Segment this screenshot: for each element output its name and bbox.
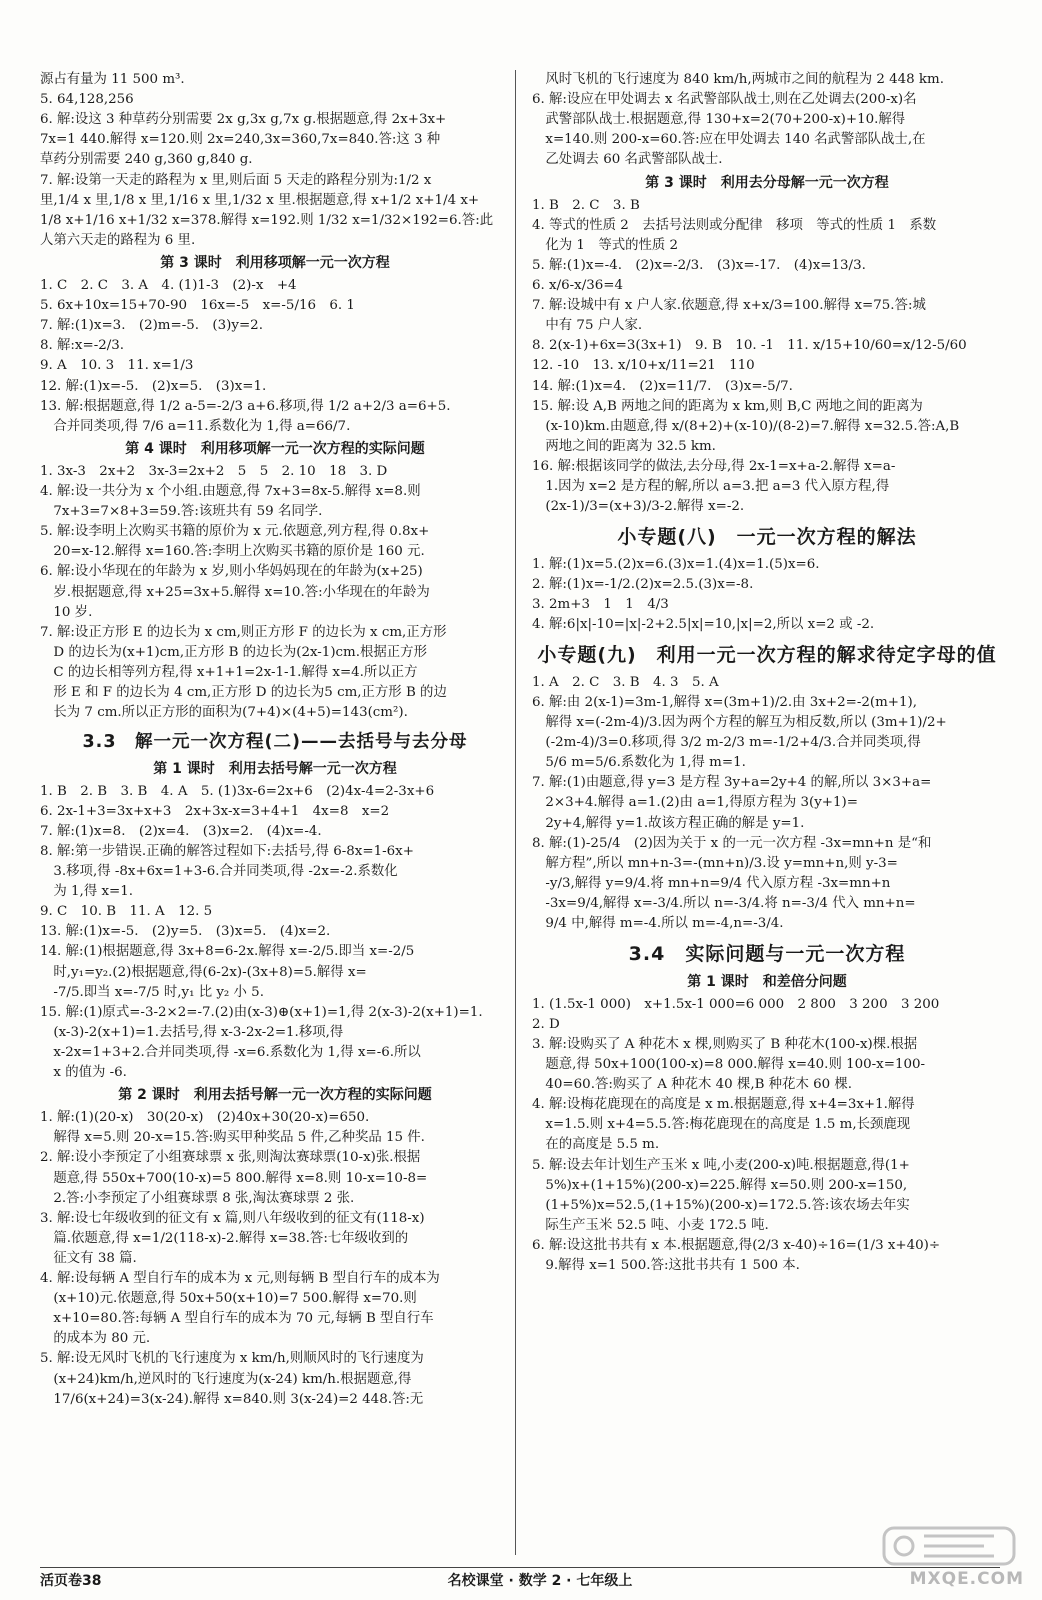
answer-line: 7. 解:(1)x=3. (2)m=-5. (3)y=2. xyxy=(40,318,263,334)
answer-line: 征文有 38 篇. xyxy=(40,1250,137,1266)
answer-line: 8. 解:第一步错误.正确的解答过程如下:去括号,得 6-8x=1-6x+ xyxy=(40,843,414,859)
answer-line: 6. x/6-x/36=4 xyxy=(532,277,623,293)
answer-line: 1. 解:(1)x=5.(2)x=6.(3)x=1.(4)x=1.(5)x=6. xyxy=(532,556,820,572)
answer-line: 5. 解:设去年计划生产玉米 x 吨,小麦(200-x)吨.根据题意,得(1+ xyxy=(532,1157,910,1173)
answer-line: 15. 解:(1)原式=-3-2×2=-7.(2)由(x-3)⊕(x+1)=1,得 2(x-3)-2(x+1)=1. xyxy=(40,1004,483,1020)
watermark-text: MXQE.COM xyxy=(909,1568,1024,1589)
answer-line: (2x-1)/3=(x+3)/3-2.解得 x=-2. xyxy=(532,499,745,515)
answer-line: 1. A 2. C 3. B 4. 3 5. A xyxy=(532,674,719,690)
answer-line: 1. (1.5x-1 000) x+1.5x-1 000=6 000 2 800 3 200 3 200 xyxy=(532,996,940,1012)
answer-line: x=140.则 200-x=60.答:应在甲处调去 140 名武警部队战士,在 xyxy=(532,132,926,148)
answer-line: x 的值为 -6. xyxy=(40,1065,127,1081)
section-heading: 第 3 课时 利用去分母解一元一次方程 xyxy=(645,174,889,191)
section-heading: 小专题(九) 利用一元一次方程的解求待定字母的值 xyxy=(537,644,997,667)
page-footer xyxy=(40,1567,1000,1592)
answer-line: 4. 解:设每辆 A 型自行车的成本为 x 元,则每辆 B 型自行车的成本为 xyxy=(40,1271,440,1287)
answer-line: 1. B 2. B 3. B 4. A 5. (1)3x-6=2x+6 (2)4x-4=2-3x+6 xyxy=(40,783,435,799)
answer-line: 5. 解:(1)x=-4. (2)x=-2/3. (3)x=-17. (4)x=13/3. xyxy=(532,257,866,273)
answer-line: 为 1,得 x=1. xyxy=(40,884,134,900)
answer-line: 9. A 10. 3 11. x=1/3 xyxy=(40,358,194,374)
section-heading: 第 2 课时 利用去括号解一元一次方程的实际问题 xyxy=(118,1087,432,1104)
section-heading: 第 1 课时 和差倍分问题 xyxy=(687,973,847,990)
section-heading: 第 4 课时 利用移项解一元一次方程的实际问题 xyxy=(125,440,425,457)
footer-page-label: 活页卷38 xyxy=(40,1573,102,1589)
answer-line: (x-10)km.由题意,得 x/(8+2)+(x-10)/(8-2)=7.解得 x=32.5.答:A,B xyxy=(532,418,960,434)
answer-line: 4. 解:6|x|-10=|x|-2+2.5|x|=10,|x|=2,所以 x=2 或 -2. xyxy=(532,617,875,633)
answer-line: (x-3)-2(x+1)=1.去括号,得 x-3-2x-2=1.移项,得 xyxy=(40,1024,344,1040)
answer-line: 13. 解:根据题意,得 1/2 a-5=-2/3 a+6.移项,得 1/2 a+2/3 a=6+5. xyxy=(40,398,451,414)
answer-line: 6. 解:设应在甲处调去 x 名武警部队战士,则在乙处调去(200-x)名 xyxy=(532,92,917,108)
answer-line: (-2m-4)/3=0.移项,得 3/2 m-2/3 m=-1/2+4/3.合并同类项,得 xyxy=(532,735,921,751)
answer-line: 8. 解:x=-2/3. xyxy=(40,338,125,354)
answer-line: 2. D xyxy=(532,1016,560,1032)
answer-line: 2×3+4.解得 a=1.(2)由 a=1,得原方程为 3(y+1)= xyxy=(532,795,858,811)
answer-line: 形 E 和 F 的边长为 4 cm,正方形 D 的边长为5 cm,正方形 B 的边 xyxy=(40,685,447,701)
section-heading: 第 3 课时 利用移项解一元一次方程 xyxy=(160,254,390,271)
section-heading: 小专题(八) 一元一次方程的解法 xyxy=(617,526,917,549)
answer-line: 合并同类项,得 7/6 a=11.系数化为 1,得 a=66/7. xyxy=(40,418,351,434)
answer-line: 15. 解:设 A,B 两地之间的距离为 x km,则 B,C 两地之间的距离为 xyxy=(532,398,923,414)
answer-line: 5/6 m=5/6.系数化为 1,得 m=1. xyxy=(532,755,746,771)
column-divider xyxy=(515,70,516,1555)
answer-line: 8. 解:(1)-25/4 (2)因为关于 x 的一元一次方程 -3x=mn+n 是“和 xyxy=(532,835,932,851)
answer-line: 里,1/4 x 里,1/8 x 里,1/16 x 里,1/32 x 里.根据题意,得 x+1/2 x+1/4 x+ xyxy=(40,192,480,208)
answer-line: 2.答:小李预定了小组赛球票 8 张,淘汰赛球票 2 张. xyxy=(40,1190,355,1206)
answer-line: 9/4 中,解得 m=-4.所以 m=-4,n=-3/4. xyxy=(532,916,784,932)
answer-line: 6. 解:设小华现在的年龄为 x 岁,则小华妈妈现在的年龄为(x+25) xyxy=(40,564,423,580)
answer-line: x-2x=1+3+2.合并同类项,得 -x=6.系数化为 1,得 x=-6.所以 xyxy=(40,1044,421,1060)
answer-line: 1. B 2. C 3. B xyxy=(532,197,640,213)
answer-line: (1+5%)x=52.5,(1+15%)(200-x)=172.5.答:该农场去年实 xyxy=(532,1197,910,1213)
answer-line: 风时飞机的飞行速度为 840 km/h,两城市之间的航程为 2 448 km. xyxy=(532,72,945,87)
answer-line: 6. 解:设这批书共有 x 本.根据题意,得(2/3 x-40)÷16=(1/3 x+40)÷ xyxy=(532,1237,941,1253)
answer-line: 1/8 x+1/16 x+1/32 x=378.解得 x=192.则 1/32 x=1/32×192=6.答:此 xyxy=(40,212,494,228)
answer-line: 5%)x+(1+15%)(200-x)=225.解得 x=50.则 200-x=150, xyxy=(532,1177,908,1193)
section-heading: 3.4 实际问题与一元一次方程 xyxy=(628,943,906,966)
answer-line: 篇.依题意,得 x=1/2(118-x)-2.解得 x=38.答:七年级收到的 xyxy=(40,1230,409,1246)
answer-line: 17/6(x+24)=3(x-24).解得 x=840.则 3(x-24)=2 448.答:无 xyxy=(40,1391,424,1407)
answer-line: 14. 解:(1)根据题意,得 3x+8=6-2x.解得 x=-2/5.即当 x=-2/5 xyxy=(40,944,415,960)
answer-line: 6. 解:设这 3 种草药分别需要 2x g,3x g,7x g.根据题意,得 2x+3x+ xyxy=(40,112,447,128)
answer-line: 岁.根据题意,得 x+25=3x+5.解得 x=10.答:小华现在的年龄为 xyxy=(40,584,430,600)
answer-line: 1. 3x-3 2x+2 3x-3=2x+2 5 5 2. 10 18 3. D xyxy=(40,463,388,479)
answer-line: 1.因为 x=2 是方程的解,所以 a=3.把 a=3 代入原方程,得 xyxy=(532,479,890,495)
answer-line: 题意,得 50x+100(100-x)=8 000.解得 x=40.则 100-x=100- xyxy=(532,1056,926,1072)
answer-line: -7/5.即当 x=-7/5 时,y₁ 比 y₂ 小 5. xyxy=(40,984,264,1000)
footer-book-title: 名校课堂 · 数学 2 · 七年级上 xyxy=(447,1573,633,1589)
answer-line: 时,y₁=y₂.(2)根据题意,得(6-2x)-(3x+8)=5.解得 x= xyxy=(40,964,367,980)
answer-line: 2. 解:(1)x=-1/2.(2)x=2.5.(3)x=-8. xyxy=(532,576,754,592)
answer-line: 5. 解:设无风时飞机的飞行速度为 x km/h,则顺风时的飞行速度为 xyxy=(40,1351,424,1367)
answer-line: 20=x-12.解得 x=160.答:李明上次购买书籍的原价是 160 元. xyxy=(40,544,425,560)
answer-line: 8. 2(x-1)+6x=3(3x+1) 9. B 10. -1 11. x/15+10/60=x/12-5/60 xyxy=(532,338,967,354)
answer-line: (x+10)元.依题意,得 50x+50(x+10)=7 500.解得 x=70.则 xyxy=(40,1291,417,1307)
answer-line: 9. C 10. B 11. A 12. 5 xyxy=(40,904,213,920)
answer-line: 7. 解:设正方形 E 的边长为 x cm,则正方形 F 的边长为 x cm,正方形 xyxy=(40,624,447,640)
answer-line: 12. -10 13. x/10+x/11=21 110 xyxy=(532,358,755,374)
answer-line: x+10=80.答:每辆 A 型自行车的成本为 70 元,每辆 B 型自行车 xyxy=(40,1311,434,1327)
answer-line: 长为 7 cm.所以正方形的面积为(7+4)×(4+5)=143(cm²). xyxy=(40,705,408,721)
answer-line: 2y+4,解得 y=1.故该方程正确的解是 y=1. xyxy=(532,815,805,831)
answer-line: 际生产玉米 52.5 吨、小麦 172.5 吨. xyxy=(532,1217,769,1233)
answer-line: -y/3,解得 y=9/4.将 mn+n=9/4 代入原方程 -3x=mn+n xyxy=(532,875,891,891)
answer-line: C 的边长相等列方程,得 x+1+1=2x-1-1.解得 x=4.所以正方 xyxy=(40,664,418,680)
answer-line: 源占有量为 11 500 m³. xyxy=(40,72,185,87)
answer-line: x=1.5.则 x+4=5.5.答:梅花鹿现在的高度是 1.5 m,长颈鹿现 xyxy=(532,1117,911,1133)
answer-line: 人第六天走的路程为 6 里. xyxy=(40,232,196,248)
answer-line: (x+24)km/h,逆风时的飞行速度为(x-24) km/h.根据题意,得 xyxy=(40,1371,412,1387)
answer-line: 10 岁. xyxy=(40,604,93,620)
watermark-logo-icon xyxy=(874,1522,1024,1570)
watermark xyxy=(874,1522,1024,1592)
answer-line: 3. 解:设购买了 A 种花木 x 棵,则购买了 B 种花木(100-x)棵.根据 xyxy=(532,1036,918,1052)
answer-line: 7. 解:(1)由题意,得 y=3 是方程 3y+a=2y+4 的解,所以 3×3+a= xyxy=(532,775,932,791)
answer-line: 题意,得 550x+700(10-x)=5 800.解得 x=8.则 10-x=10-8= xyxy=(40,1170,428,1186)
answer-line: 3.移项,得 -8x+6x=1+3-6.合并同类项,得 -2x=-2.系数化 xyxy=(40,863,398,879)
answer-line: 5. 6x+10x=15+70-90 16x=-5 x=-5/16 6. 1 xyxy=(40,298,355,314)
answer-line: 4. 等式的性质 2 去括号法则或分配律 移项 等式的性质 1 系数 xyxy=(532,217,937,233)
answer-line: 4. 解:设一共分为 x 个小组.由题意,得 7x+3=8x-5.解得 x=8.则 xyxy=(40,483,421,499)
answer-line: 草药分别需要 240 g,360 g,840 g. xyxy=(40,152,253,168)
answer-line: 解得 x=(-2m-4)/3.因为两个方程的解互为相反数,所以 (3m+1)/2+ xyxy=(532,714,947,730)
answer-line: 1. C 2. C 3. A 4. (1)1-3 (2)-x +4 xyxy=(40,277,297,293)
answer-line: 1. 解:(1)(20-x) 30(20-x) (2)40x+30(20-x)=650. xyxy=(40,1110,370,1126)
answer-line: 7x+3=7×8+3=59.答:该班共有 59 名同学. xyxy=(40,504,323,520)
section-heading: 第 1 课时 利用去括号解一元一次方程 xyxy=(153,760,397,777)
answer-line: 7. 解:设城中有 x 户人家.依题意,得 x+x/3=100.解得 x=75.答:城 xyxy=(532,298,926,314)
answer-line: 中有 75 户人家. xyxy=(532,318,643,334)
answer-line: 2. 解:设小李预定了小组赛球票 x 张,则淘汰赛球票(10-x)张.根据 xyxy=(40,1150,421,1166)
right-column xyxy=(532,70,1002,1276)
answer-line: 乙处调去 60 名武警部队战士. xyxy=(532,152,723,168)
answer-line: 7. 解:设第一天走的路程为 x 里,则后面 5 天走的路程分别为:1/2 x xyxy=(40,172,432,188)
answer-line: 在的高度是 5.5 m. xyxy=(532,1137,660,1153)
section-heading: 3.3 解一元一次方程(二)——去括号与去分母 xyxy=(82,732,468,753)
answer-line: 7. 解:(1)x=8. (2)x=4. (3)x=2. (4)x=-4. xyxy=(40,823,322,839)
left-column xyxy=(40,70,510,1410)
answer-line: 3. 2m+3 1 1 4/3 xyxy=(532,597,669,613)
answer-line: 3. 解:设七年级收到的征文有 x 篇,则八年级收到的征文有(118-x) xyxy=(40,1210,425,1226)
answer-line: 5. 解:设李明上次购买书籍的原价为 x 元.依题意,列方程,得 0.8x+ xyxy=(40,524,430,540)
answer-line: 解方程”,所以 mn+n-3=-(mn+n)/3.设 y=mn+n,则 y-3= xyxy=(532,855,898,871)
answer-line: 6. 解:由 2(x-1)=3m-1,解得 x=(3m+1)/2.由 3x+2=-2(m+1), xyxy=(532,694,918,710)
answer-line: 9.解得 x=1 500.答:这批书共有 1 500 本. xyxy=(532,1258,800,1274)
answer-line: 7x=1 440.解得 x=120.则 2x=240,3x=360,7x=840.答:这 3 种 xyxy=(40,132,441,148)
answer-line: 40=60.答:购买了 A 种花木 40 棵,B 种花木 60 棵. xyxy=(532,1077,853,1093)
answer-line: 12. 解:(1)x=-5. (2)x=5. (3)x=1. xyxy=(40,378,267,394)
answer-line: -3x=9/4,解得 x=-3/4.所以 n=-3/4.将 n=-3/4 代入 mn+n= xyxy=(532,895,916,911)
answer-line: 两地之间的距离为 32.5 km. xyxy=(532,438,716,454)
answer-line: 的成本为 80 元. xyxy=(40,1331,151,1347)
answer-line: 16. 解:根据该同学的做法,去分母,得 2x-1=x+a-2.解得 x=a- xyxy=(532,458,896,474)
answer-line: 13. 解:(1)x=-5. (2)y=5. (3)x=5. (4)x=2. xyxy=(40,924,331,940)
answer-line: 4. 解:设梅花鹿现在的高度是 x m.根据题意,得 x+4=3x+1.解得 xyxy=(532,1097,915,1113)
answer-line: 5. 64,128,256 xyxy=(40,92,134,108)
answer-line: 武警部队战士.根据题意,得 130+x=2(70+200-x)+10.解得 xyxy=(532,112,906,128)
answer-line: D 的边长为(x+1)cm,正方形 B 的边长为(2x-1)cm.根据正方形 xyxy=(40,644,427,660)
answer-line: 14. 解:(1)x=4. (2)x=11/7. (3)x=-5/7. xyxy=(532,378,793,394)
answer-line: 化为 1 等式的性质 2 xyxy=(532,237,679,253)
answer-line: 6. 2x-1+3=3x+x+3 2x+3x-x=3+4+1 4x=8 x=2 xyxy=(40,803,390,819)
answer-line: 解得 x=5.则 20-x=15.答:购买甲种奖品 5 件,乙种奖品 15 件. xyxy=(40,1130,425,1146)
